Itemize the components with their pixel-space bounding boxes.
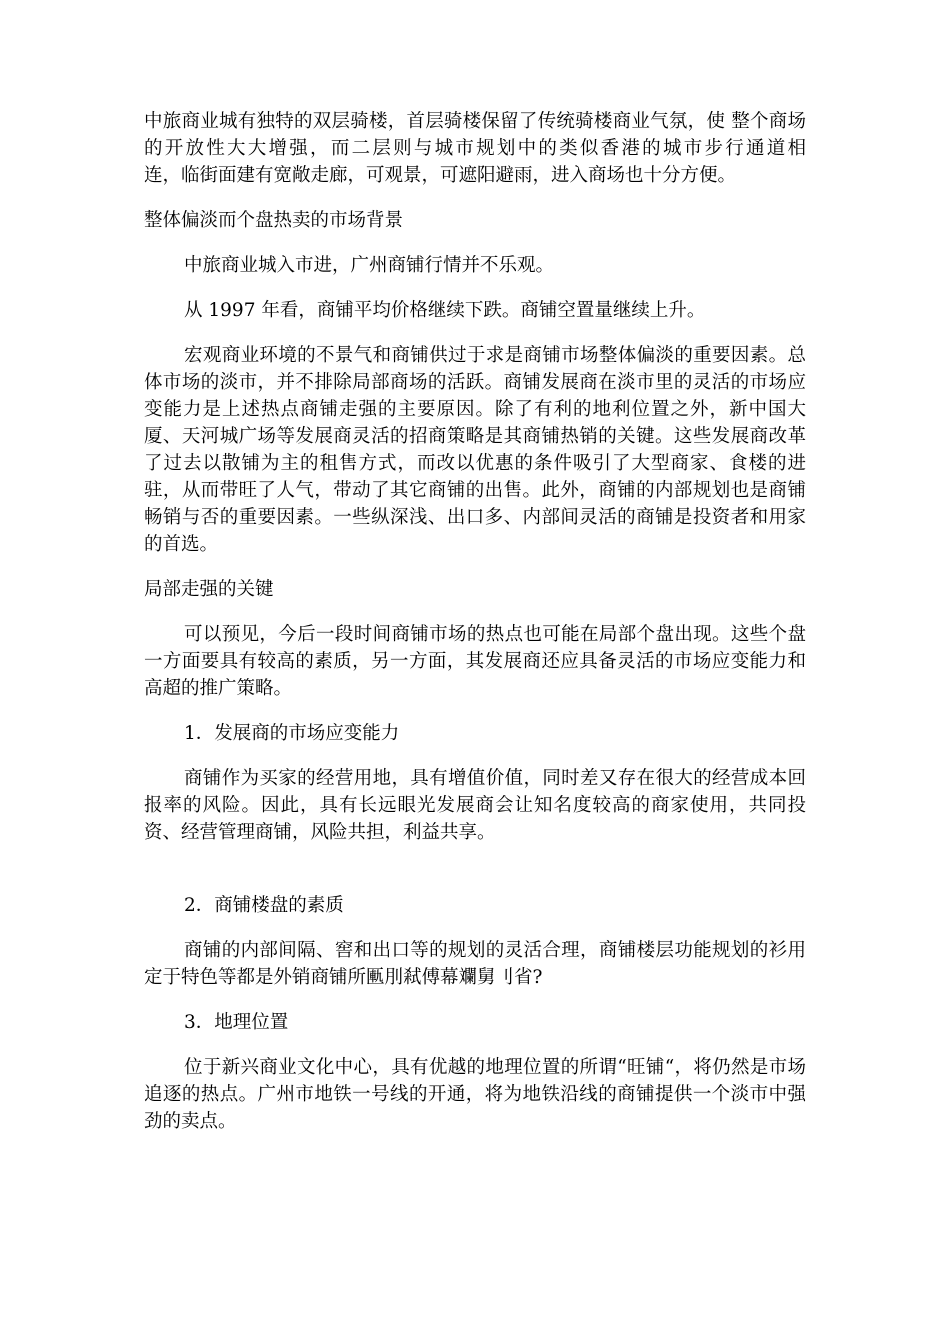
list-heading-property-quality: 2．商铺楼盘的素质 bbox=[184, 895, 344, 916]
list-heading-location: 3．地理位置 bbox=[184, 1012, 289, 1033]
paragraph-market-entry: 中旅商业城入市进，广州商铺行情并不乐观。 bbox=[184, 255, 555, 276]
paragraph-1997-prices: 从 1997 年看，商铺平均价格继续下跌。商铺空置量继续上升。 bbox=[184, 300, 706, 321]
paragraph-outlook: 可以预见，今后一段时间商铺市场的热点也可能在局部个盘出现。这些个盘一方面要具有较高的素质，另一方面，其发展商还应具备灵活的市场应变能力和高超的推广策略。 bbox=[144, 624, 806, 699]
paragraph-location: 位于新兴商业文化中心，具有优越的地理位置的所谓“旺铺“，将仍然是市场追逐的热点。广州市地铁一号线的开通，将为地铁沿线的商铺提供一个淡市中强劲的卖点。 bbox=[144, 1057, 806, 1132]
paragraph-macro-environment: 宏观商业环境的不景气和商铺供过于求是商铺市场整体偏淡的重要因素。总体市场的淡市，并不排除局部商场的活跃。商铺发展商在淡市里的灵活的市场应变能力是上述热点商铺走强的主要原因。除了有利的地利位置之外，新中国大厦、天河城广场等发展商灵活的招商策略是其商铺热销的关键。这些发展商改革了过去以散铺为主的租售方式，而改以优惠的条件吸引了大型商家、食楼的进驻，从而带旺了人气，带动了其它商铺的出售。此外，商铺的内部规划也是商铺畅销与否的重要因素。一些纵深浅、出口多、内部间灵活的商铺是投资者和用家的首选。 bbox=[144, 345, 806, 555]
paragraph-property-quality: 商铺的内部间隔、窖和出口等的规划的灵活合理，商铺楼层功能规划的衫用定于特色等都是外销商铺所匭刖弒傅幕斕舅刂省? bbox=[144, 940, 806, 988]
section-heading-local-strength: 局部走强的关键 bbox=[144, 579, 274, 600]
section-heading-market-background: 整体偏淡而个盘热卖的市场背景 bbox=[144, 210, 404, 231]
document-page bbox=[144, 108, 881, 1135]
paragraph-arcade-description: 中旅商业城有独特的双层骑楼，首层骑楼保留了传统骑楼商业气氛，使 整个商场的开放性大大增强，而二层则与城市规划中的类似香港的城市步行通道相 连，临街面建有宽敞走廊，可观景，可遮阳避雨，进入商场也十分方便。 bbox=[144, 111, 881, 186]
list-heading-developer-adaptability: 1．发展商的市场应变能力 bbox=[184, 723, 400, 744]
paragraph-developer-adaptability: 商铺作为买家的经营用地，具有增值价值，同时差又存在很大的经营成本回报率的风险。因此，具有长远眼光发展商会让知名度较高的商家使用，共同投资、经营管理商铺，风险共担，利益共享。 bbox=[144, 768, 806, 843]
